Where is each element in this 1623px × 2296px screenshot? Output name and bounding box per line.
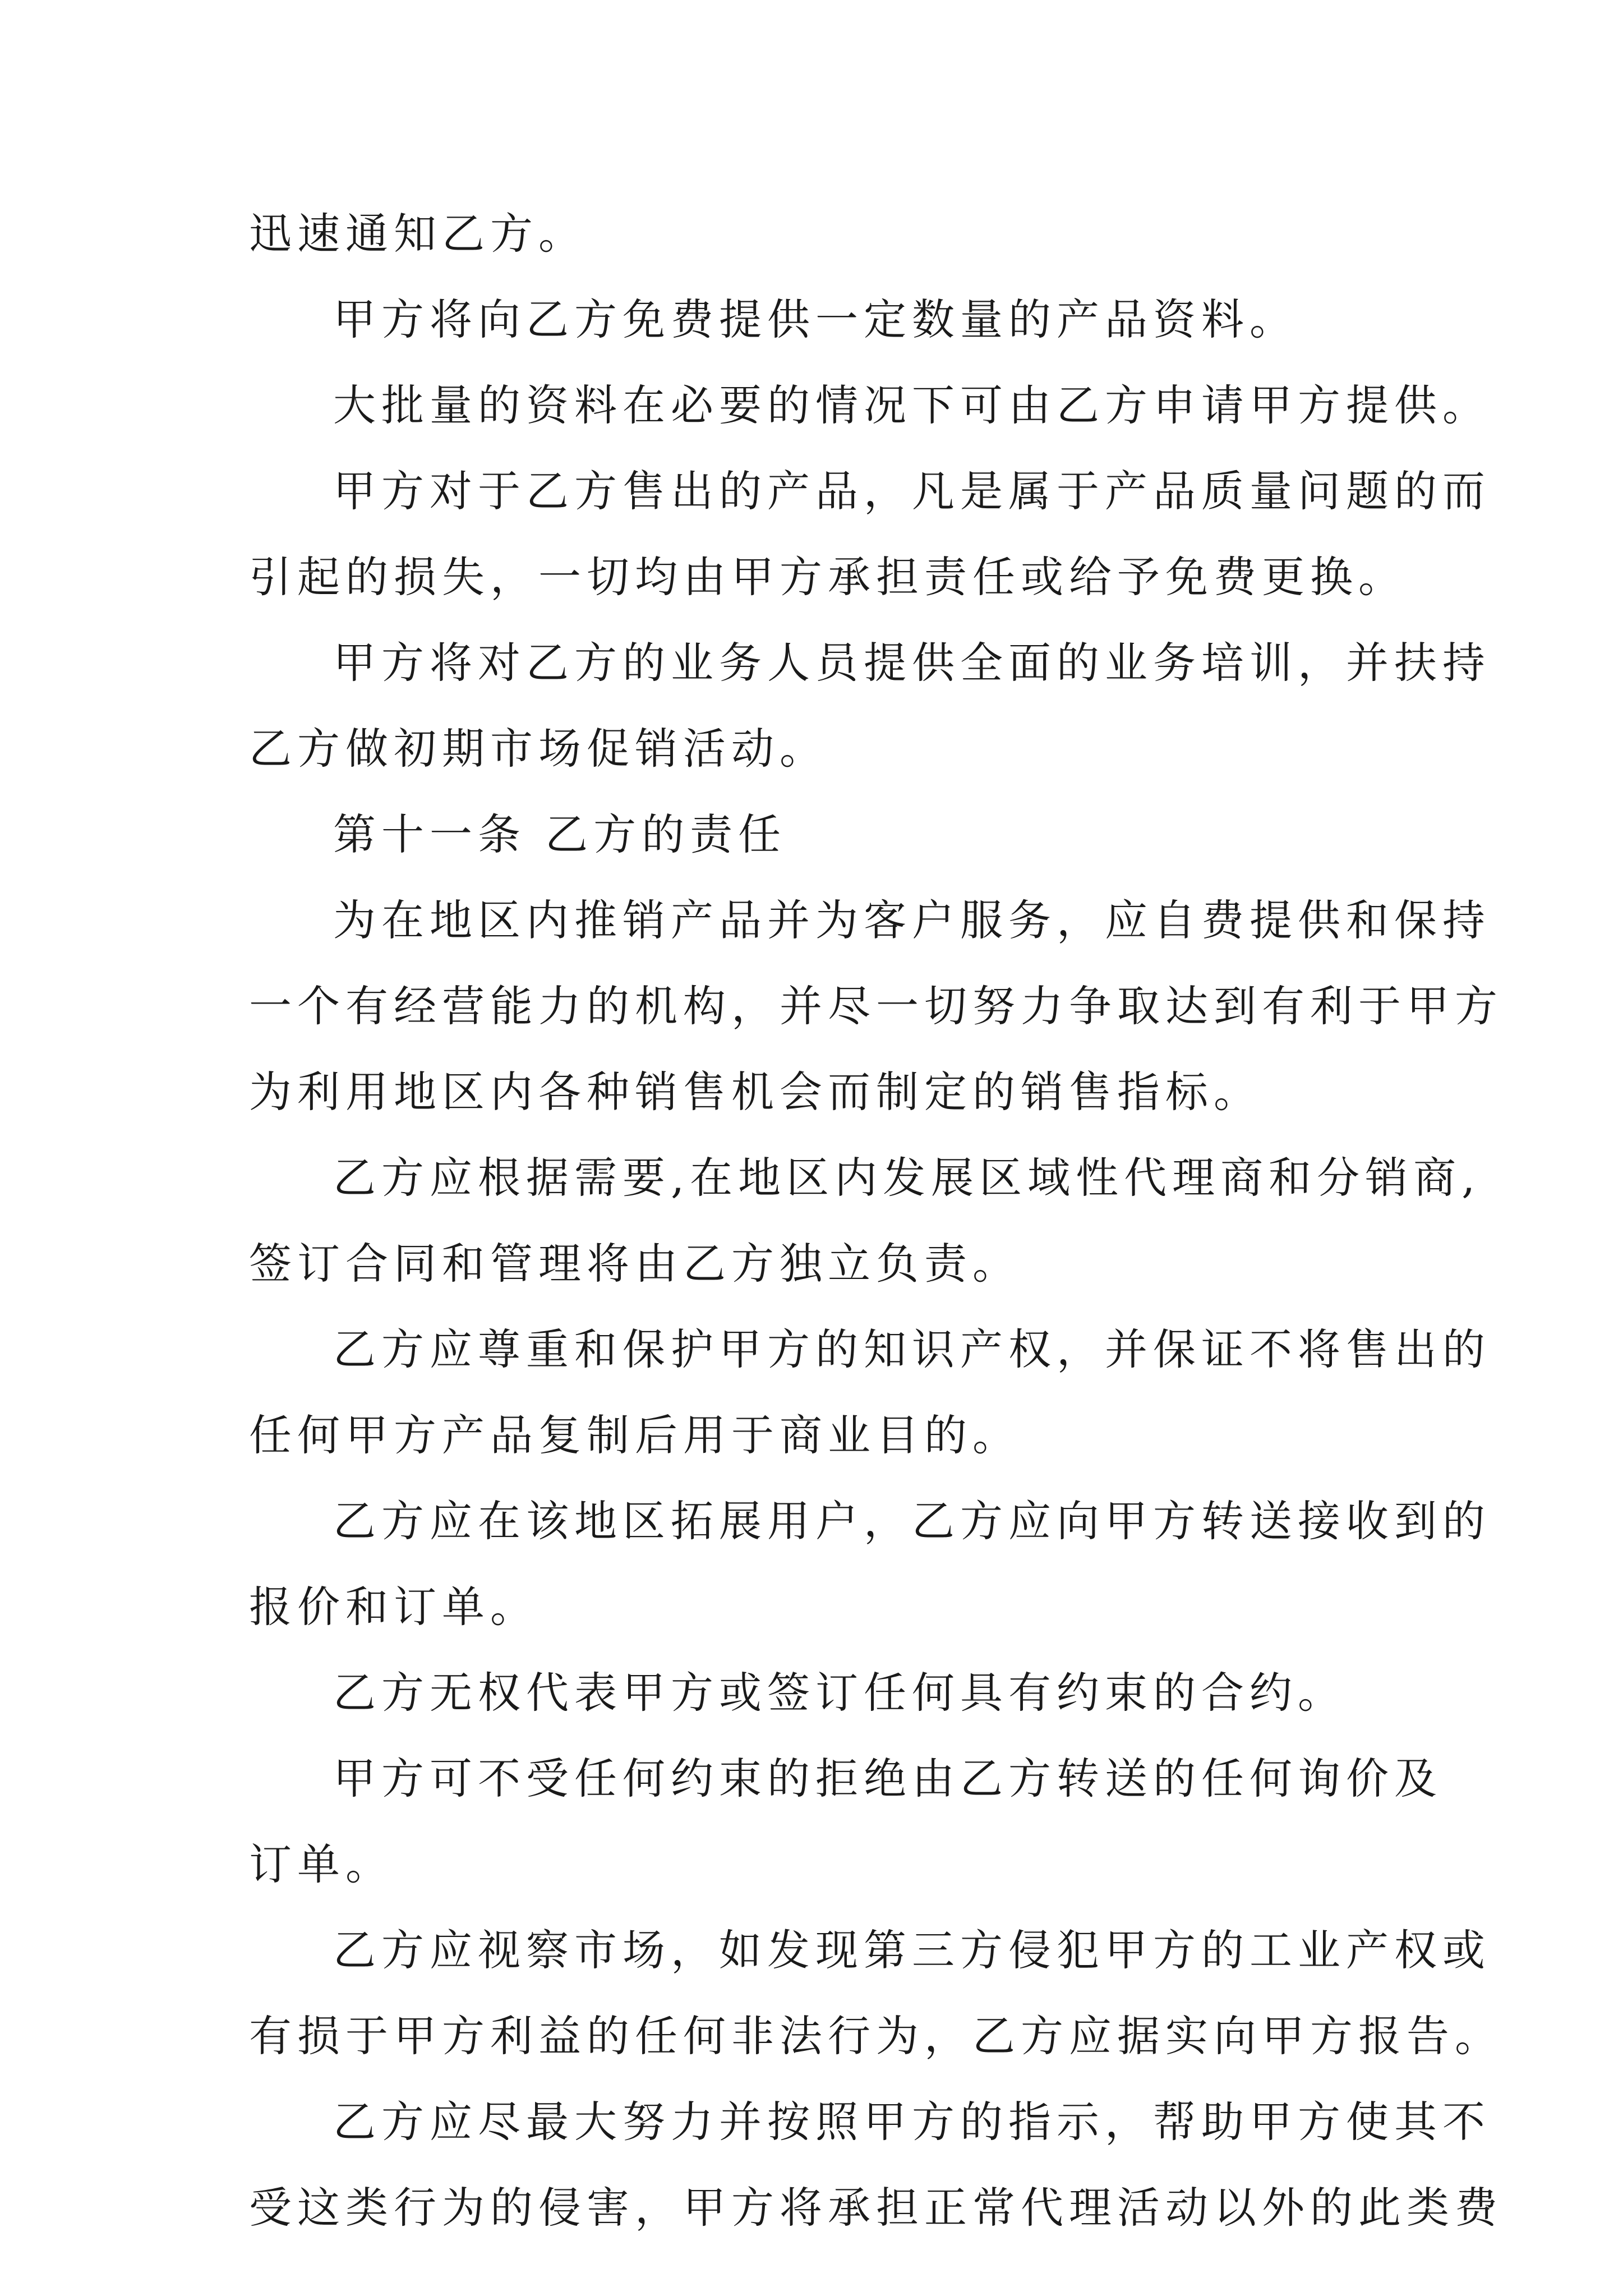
text-line: 乙方应尽最大努力并按照甲方的指示，帮助甲方使其不 bbox=[333, 2097, 1491, 2147]
text-line: 任何甲方产品复制后用于商业目的。 bbox=[249, 1410, 1021, 1460]
text-line: 引起的损失，一切均由甲方承担责任或给予免费更换。 bbox=[249, 552, 1407, 602]
text-line: 乙方应尊重和保护甲方的知识产权，并保证不将售出的 bbox=[333, 1324, 1491, 1374]
text-line: 签订合同和管理将由乙方独立负责。 bbox=[249, 1239, 1021, 1289]
text-line: 甲方对于乙方售出的产品，凡是属于产品质量问题的而 bbox=[333, 466, 1491, 516]
text-line: 受这类行为的侵害，甲方将承担正常代理活动以外的此类费 bbox=[249, 2183, 1503, 2233]
text-line: 迅速通知乙方。 bbox=[249, 209, 587, 259]
text-line: 甲方可不受任何约束的拒绝由乙方转送的任何询价及 bbox=[333, 1754, 1442, 1803]
text-line: 甲方将对乙方的业务人员提供全面的业务培训，并扶持 bbox=[333, 638, 1491, 688]
text-line: 一个有经营能力的机构，并尽一切努力争取达到有利于甲方 bbox=[249, 981, 1503, 1031]
text-line: 甲方将向乙方免费提供一定数量的产品资料。 bbox=[333, 295, 1298, 344]
text-line: 订单。 bbox=[249, 1839, 394, 1889]
text-line: 乙方应视察市场，如发现第三方侵犯甲方的工业产权或 bbox=[333, 1925, 1491, 1975]
text-line: 乙方应根据需要,在地区内发展区域性代理商和分销商, bbox=[333, 1153, 1481, 1203]
text-line: 乙方无权代表甲方或签订任何具有约束的合约。 bbox=[333, 1668, 1346, 1718]
text-line: 为在地区内推销产品并为客户服务，应自费提供和保持 bbox=[333, 895, 1491, 945]
section-heading: 第十一条 乙方的责任 bbox=[333, 809, 787, 859]
document-body bbox=[249, 191, 1503, 2251]
text-line: 乙方做初期市场促销活动。 bbox=[249, 724, 828, 774]
text-line: 大批量的资料在必要的情况下可由乙方申请甲方提供。 bbox=[333, 380, 1491, 430]
text-line: 乙方应在该地区拓展用户，乙方应向甲方转送接收到的 bbox=[333, 1496, 1491, 1546]
text-line: 有损于甲方利益的任何非法行为，乙方应据实向甲方报告。 bbox=[249, 2011, 1503, 2061]
text-line: 为利用地区内各种销售机会而制定的销售指标。 bbox=[249, 1067, 1262, 1117]
text-line: 报价和订单。 bbox=[249, 1582, 538, 1632]
